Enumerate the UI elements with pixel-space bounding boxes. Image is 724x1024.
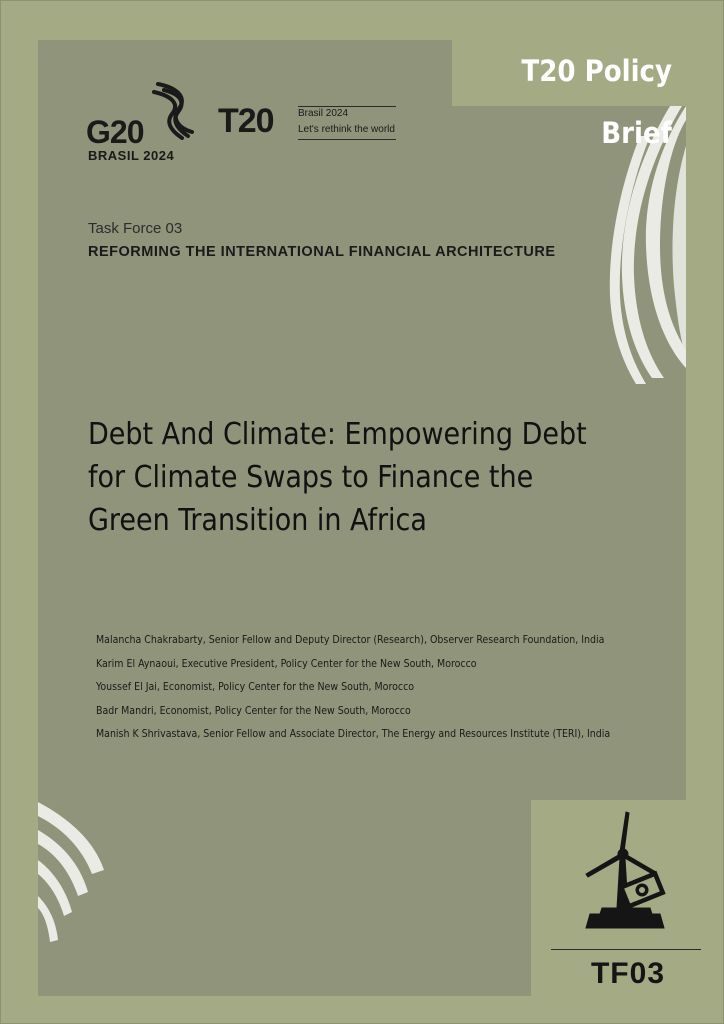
task-force-label: Task Force 03 xyxy=(88,220,183,237)
title-line-3: Green Transition in Africa xyxy=(88,503,427,538)
author-item: Youssef El Jai, Economist, Policy Center for the New South, Morocco xyxy=(96,681,415,693)
author-item: Karim El Aynaoui, Executive President, Policy Center for the New South, Morocco xyxy=(96,657,477,670)
t20-tagline: Let's rethink the world xyxy=(298,124,395,135)
t20-rule-bottom xyxy=(298,139,396,140)
t20-rule-top xyxy=(298,106,396,107)
series-label: T20 Policy Brief xyxy=(521,54,672,150)
task-force-name: REFORMING THE INTERNATIONAL FINANCIAL ARCHITECTURE xyxy=(88,244,556,260)
title-line-2: for Climate Swaps to Finance the xyxy=(88,460,534,495)
g20-subtitle: BRASIL 2024 xyxy=(88,148,175,163)
document-title xyxy=(88,413,648,542)
g20-ribbon-icon xyxy=(148,80,198,140)
author-list xyxy=(96,631,610,749)
title-line-1: Debt And Climate: Empowering Debt xyxy=(88,417,587,452)
task-force-code: TF03 xyxy=(590,957,666,990)
author-item: Badr Mandri, Economist, Policy Center for the New South, Morocco xyxy=(96,704,411,717)
wind-turbine-money-icon xyxy=(580,810,670,935)
t20-wordmark: T20 xyxy=(218,102,274,140)
task-force-rule xyxy=(551,949,701,950)
g20-wordmark: G20 xyxy=(86,114,144,150)
author-item: Manish K Shrivastava, Senior Fellow and Associate Director, The Energy and Resources Institute (TERI), India xyxy=(96,728,611,740)
g20-logo xyxy=(86,80,196,162)
author-item: Malancha Chakrabarty, Senior Fellow and Deputy Director (Research), Observer Research Foundation, India xyxy=(96,634,605,646)
left-swoosh-decoration xyxy=(38,800,108,996)
t20-brasil-label: Brasil 2024 xyxy=(298,108,349,119)
cover-panel-bottom xyxy=(38,800,531,996)
t20-logo xyxy=(218,104,398,144)
